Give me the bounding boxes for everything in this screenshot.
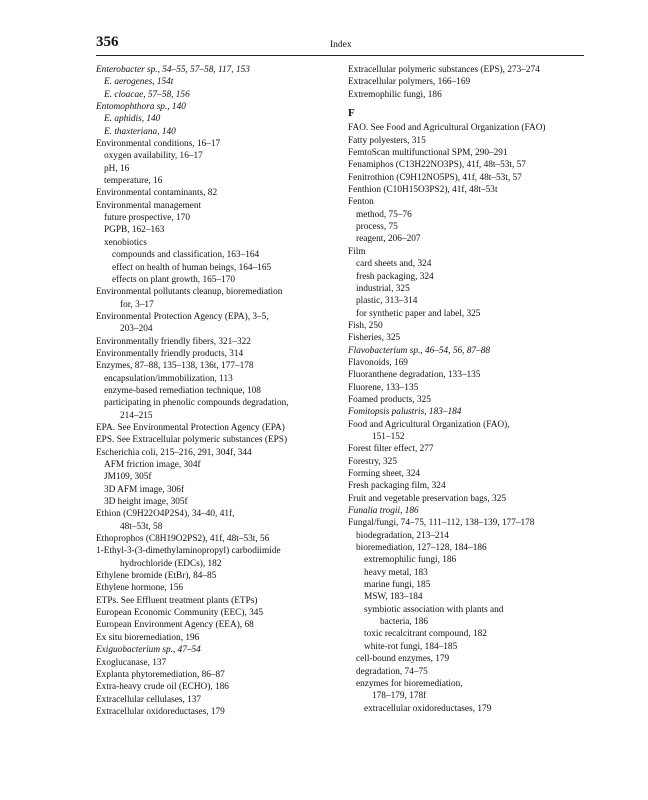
index-subentry: 3D height image, 305f [104, 497, 188, 508]
index-entry: ETPs. See Effluent treatment plants (ETPs) [96, 595, 258, 606]
index-subsubentry: compounds and classification, 163–164 [112, 250, 260, 261]
index-entry: Fisheries, 325 [348, 333, 401, 344]
index-entry: Entomophthora sp., 140 [96, 102, 186, 113]
index-entry: E. aerogenes, 154t [104, 77, 174, 88]
index-entry: Ethoprophos (C8H19O2PS2), 41f, 48t–53t, 56 [96, 534, 270, 545]
index-continuation: for, 3–17 [120, 299, 154, 310]
index-entry: Extracellular oxidoreductases, 179 [96, 706, 225, 717]
index-entry: E. thaxteriana, 140 [104, 126, 176, 137]
index-subsubentry: effects on plant growth, 165–170 [112, 274, 235, 285]
index-entry: Exiguobacterium sp., 47–54 [96, 645, 201, 656]
index-subentry: reagent, 206–207 [356, 234, 421, 245]
index-entry: Food and Agricultural Organization (FAO), [348, 419, 510, 430]
index-continuation: bacteria, 186 [380, 617, 429, 628]
index-subsubentry: extracellular oxidoreductases, 179 [364, 703, 492, 714]
index-continuation: 203–204 [120, 324, 153, 335]
index-subentry: PGPB, 162–163 [104, 225, 165, 236]
index-entry: Extracellular polymers, 166–169 [348, 77, 471, 88]
index-entry: E. aphidis, 140 [104, 114, 161, 125]
index-subentry: bioremediation, 127–128, 184–186 [356, 543, 487, 554]
index-subentry: xenobiotics [104, 237, 147, 248]
index-entry: Explanta phytoremediation, 86–87 [96, 669, 225, 680]
index-entry: Fatty polyesters, 315 [348, 135, 426, 146]
index-entry: Flavobacterium sp., 46–54, 56, 87–88 [348, 345, 491, 356]
index-subentry: JM109, 305f [104, 472, 152, 483]
index-entry: Fish, 250 [348, 320, 383, 331]
index-entry: Fenthion (C10H15O3PS2), 41f, 48t–53t [348, 185, 498, 196]
index-subentry: 3D AFM image, 306f [104, 484, 185, 495]
index-subentry: encapsulation/immobilization, 113 [104, 373, 233, 384]
index-entry: Forest filter effect, 277 [348, 444, 434, 455]
index-subentry: participating in phenolic compounds degradation, [104, 398, 289, 409]
index-entry: Ex situ bioremediation, 196 [96, 632, 200, 643]
index-continuation: 214–215 [120, 410, 153, 421]
index-entry: Fenton [348, 197, 374, 208]
index-subentry: for synthetic paper and label, 325 [356, 308, 481, 319]
index-continuation: 151–152 [372, 431, 405, 442]
section-letter: F [348, 107, 355, 120]
index-subsubentry: toxic recalcitrant compound, 182 [364, 629, 487, 640]
index-subentry: future prospective, 170 [104, 213, 190, 224]
index-subentry: plastic, 313–314 [356, 296, 418, 307]
index-continuation: 178–179, 178f [372, 691, 427, 702]
index-entry: Environmental pollutants cleanup, bioremediation [96, 287, 283, 298]
index-subentry: degradation, 74–75 [356, 666, 428, 677]
index-subentry: method, 75–76 [356, 209, 412, 220]
index-entry: Extremophilic fungi, 186 [348, 89, 442, 100]
index-subentry: process, 75 [356, 222, 398, 233]
index-column-right [348, 64, 586, 715]
index-entry: Environmental conditions, 16–17 [96, 139, 221, 150]
index-entry: Environmentally friendly fibers, 321–322 [96, 336, 251, 347]
index-entry: Fomitopsis palustris, 183–184 [348, 407, 462, 418]
index-entry: Environmental Protection Agency (EPA), 3–5, [96, 311, 269, 322]
index-entry: Funalia trogii, 186 [348, 506, 419, 517]
index-entry: Escherichia coli, 215–216, 291, 304f, 344 [96, 447, 252, 458]
index-entry: 1-Ethyl-3-(3-dimethylaminopropyl) carbodiimide [96, 546, 281, 557]
index-entry: European Economic Community (EEC), 345 [96, 608, 264, 619]
index-entry: Exoglucanase, 137 [96, 657, 167, 668]
index-subsubentry: heavy metal, 183 [364, 567, 428, 578]
index-subentry: oxygen availability, 16–17 [104, 151, 203, 162]
index-continuation: hydrochloride (EDCs), 182 [120, 558, 222, 569]
index-entry: EPS. See Extracellular polymeric substances (EPS) [96, 435, 288, 446]
index-entry: EPA. See Environmental Protection Agency (EPA) [96, 422, 285, 433]
index-entry: Ethion (C9H22O4P2S4), 34–40, 41f, [96, 509, 235, 520]
index-entry: Fluorene, 133–135 [348, 382, 419, 393]
header-rule [96, 55, 584, 56]
index-entry: Forestry, 325 [348, 456, 397, 467]
index-entry: Film [348, 246, 366, 257]
index-subentry: enzymes for bioremediation, [356, 678, 463, 689]
index-subentry: card sheets and, 324 [356, 259, 432, 270]
index-subentry: fresh packaging, 324 [356, 271, 434, 282]
index-entry: Enzymes, 87–88, 135–138, 136t, 177–178 [96, 361, 254, 372]
index-entry: FAO. See Food and Agricultural Organization (FAO) [348, 123, 546, 134]
index-entry: Forming sheet, 324 [348, 469, 421, 479]
index-entry: Fresh packaging film, 324 [348, 481, 446, 492]
index-entry: FemtoScan multifunctional SPM, 290–291 [348, 148, 508, 159]
index-entry: Enterobacter sp., 54–55, 57–58, 117, 153 [96, 65, 250, 75]
index-subentry: pH, 16 [104, 163, 130, 174]
index-entry: Extra-heavy crude oil (ECHO), 186 [96, 682, 229, 693]
index-subsubentry: white-rot fungi, 184–185 [364, 641, 458, 652]
index-entry: European Environment Agency (EEA), 68 [96, 620, 254, 631]
index-subentry: biodegradation, 213–214 [356, 530, 449, 541]
index-subsubentry: effect on health of human beings, 164–165 [112, 262, 272, 273]
index-entry: Environmental management [96, 200, 202, 211]
index-subentry: enzyme-based remediation technique, 108 [104, 385, 261, 396]
index-entry: Fluoranthene degradation, 133–135 [348, 370, 481, 381]
index-subentry: temperature, 16 [104, 176, 163, 187]
index-subentry: AFM friction image, 304f [104, 460, 201, 470]
index-entry: Fenamiphos (C13H22NO3PS), 41f, 48t–53t, 57 [348, 160, 526, 171]
index-entry: Ethylene bromide (EtBr), 84–85 [96, 571, 217, 582]
index-subsubentry: MSW, 183–184 [364, 592, 423, 603]
index-subentry: cell-bound enzymes, 179 [356, 654, 450, 665]
index-entry: Ethylene hormone, 156 [96, 583, 184, 594]
index-entry: Environmental contaminants, 82 [96, 188, 218, 199]
index-entry: E. cloacae, 57–58, 156 [104, 89, 190, 100]
index-entry: Fungal/fungi, 74–75, 111–112, 138–139, 177–178 [348, 518, 535, 529]
index-entry: Environmentally friendly products, 314 [96, 348, 244, 359]
index-subsubentry: marine fungi, 185 [364, 580, 431, 591]
index-subsubentry: symbiotic association with plants and [364, 604, 504, 615]
index-subentry: industrial, 325 [356, 283, 410, 294]
index-entry: Extracellular polymeric substances (EPS), 273–274 [348, 65, 540, 75]
index-subsubentry: extremophilic fungi, 186 [364, 555, 457, 566]
index-entry: Flavonoids, 169 [348, 357, 408, 368]
index-entry: Extracellular cellulases, 137 [96, 694, 202, 705]
page-number: 356 [96, 34, 119, 50]
index-entry: Foamed products, 325 [348, 394, 431, 405]
index-column-left [96, 64, 334, 718]
index-entry: Fenitrothion (C9H12NO5PS), 41f, 48t–53t, 57 [348, 172, 522, 183]
index-entry: Fruit and vegetable preservation bags, 325 [348, 493, 507, 504]
running-title: Index [330, 40, 352, 50]
index-continuation: 48t–53t, 58 [120, 521, 163, 532]
